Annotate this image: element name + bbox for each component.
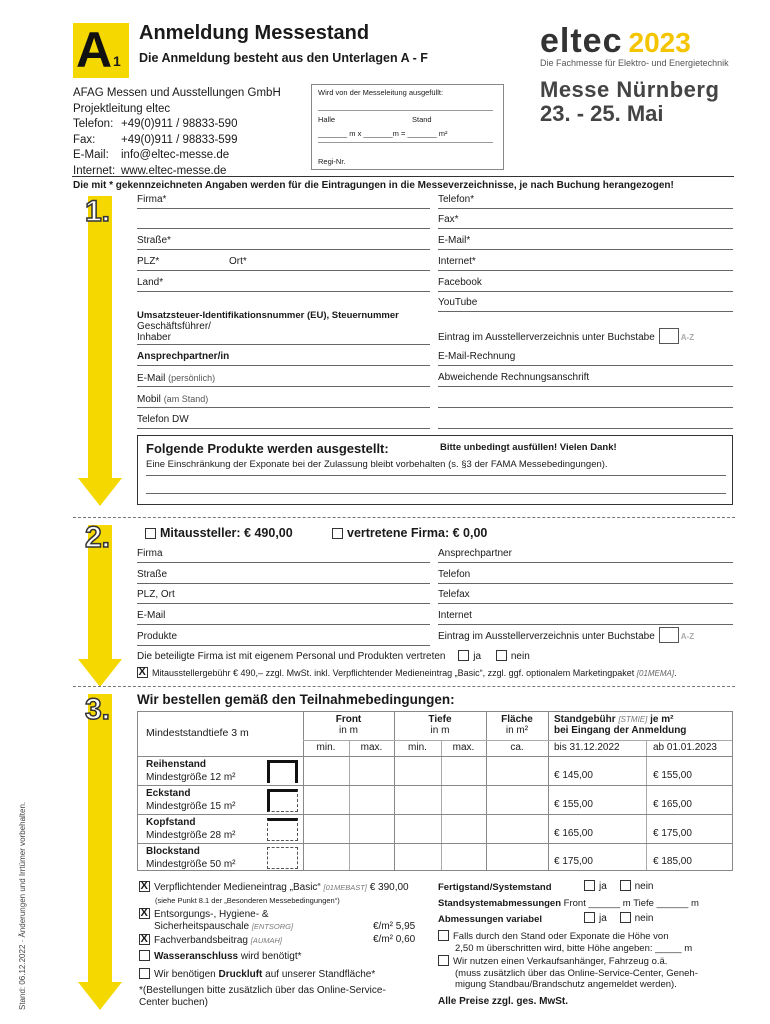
gebuehr-header-c: bei Eingang der Anmeldung	[554, 725, 687, 736]
medien-note: (siehe Punkt 8.1 der „Besonderen Messebedingungen“)	[155, 896, 340, 905]
price-late: € 165,00	[653, 799, 692, 810]
row-min: Mindestgröße 15 m²	[146, 801, 236, 812]
gebuehr-header	[554, 714, 673, 725]
gebuehr-header-a: Standgebühr	[554, 714, 616, 725]
office-stand: Stand	[412, 115, 432, 124]
mindesttiefe-label: Mindeststandtiefe 3 m	[146, 727, 249, 739]
office-halle: Halle	[318, 115, 336, 124]
land-field[interactable]: Land*	[137, 276, 430, 292]
abm-var-options	[584, 912, 653, 924]
plz-ort-field[interactable]	[137, 255, 430, 271]
logo-year: 2023	[628, 27, 691, 58]
mitaussteller-label: Mitaussteller: € 490,00	[160, 526, 293, 540]
personal-question	[137, 650, 530, 662]
gebuehr-code: [01MEMA]	[636, 669, 675, 678]
row-eckstand	[146, 787, 235, 813]
abm-var-label: Abmessungen variabel	[438, 914, 543, 925]
wasser-label-b: wird benötigt*	[240, 951, 302, 962]
druck-note-2: Center buchen)	[139, 997, 208, 1008]
druck-note	[139, 985, 386, 1009]
entsorg-row	[139, 908, 293, 933]
eltec-logo	[540, 22, 691, 60]
divider	[73, 517, 735, 518]
verkauf-label-2: (muss zusätzlich über das Online-Service-Center, Geneh-	[455, 967, 698, 979]
s2-eintrag-row	[438, 627, 733, 643]
row-reihenstand	[146, 758, 235, 784]
required-note: Die mit * gekennzeichneten Angaben werden für die Eintragungen in die Messeverzeichnisse, je nach Buchung herangezogen!	[73, 180, 674, 191]
products-line-1[interactable]	[146, 475, 726, 476]
verkauf-label-1: Wir nutzen einen Verkaufsanhänger, Fahrzeug o.ä.	[453, 956, 668, 967]
price-early: € 155,00	[554, 799, 593, 810]
products-title: Folgende Produkte werden ausgestellt:	[146, 441, 389, 456]
entsorg-price: €/m² 5,95	[373, 921, 416, 932]
az-hint: A-Z	[680, 333, 695, 342]
wasser-label-a: Wasseranschluss	[154, 951, 239, 962]
messe-location: Messe Nürnberg	[540, 77, 720, 102]
col-min: min.	[408, 742, 427, 753]
section-3-number: 3.	[85, 693, 111, 726]
price-early: € 165,00	[554, 828, 593, 839]
s2-eintrag-label: Eintrag im Ausstellerverzeichnis unter Buchstabe	[438, 631, 655, 642]
plz-label: PLZ*	[137, 256, 160, 267]
office-regi: Regi-Nr.	[318, 157, 346, 166]
office-heading: Wird von der Messeleitung ausgefüllt:	[318, 88, 444, 97]
verkauf-label-3: migung Standbau/Brandschutz angemeldet werden).	[455, 979, 677, 990]
medien-label: Verpflichtender Medieneintrag „Basic“	[154, 882, 321, 893]
contact-fax: +49(0)911 / 98833-599	[121, 133, 238, 146]
page-subtitle: Die Anmeldung besteht aus den Unterlagen A - F	[139, 51, 428, 65]
logo-tagline: Die Fachmesse für Elektro- und Energietechnik	[540, 58, 729, 68]
druckluft-label-a: Wir benötigen	[154, 969, 216, 980]
system-label: Standsystemabmessungen	[438, 898, 562, 909]
mobil-note: (am Stand)	[163, 394, 209, 404]
col-min: min.	[316, 742, 336, 753]
internet-field[interactable]: Internet*	[438, 255, 733, 271]
s2-az-input[interactable]	[659, 627, 679, 643]
email-p-note: (persönlich)	[168, 373, 216, 383]
contact-label: Internet:	[73, 164, 116, 177]
wasser-row	[139, 950, 302, 962]
rechnung-line-3[interactable]	[438, 413, 733, 429]
divider	[72, 176, 734, 177]
email-persoenlich-field[interactable]	[137, 371, 430, 387]
firma-field[interactable]: Firma*	[137, 193, 430, 209]
col-max: max.	[360, 742, 383, 753]
telefon-dw-field[interactable]: Telefon DW	[137, 413, 430, 429]
section-2-number: 2.	[85, 521, 111, 554]
flaeche-header: Fläche	[501, 714, 533, 725]
mitaussteller-checkbox[interactable]	[145, 528, 156, 539]
row-name: Blockstand	[146, 846, 200, 857]
personal-label: Die beteiligte Firma ist mit eigenem Personal und Produkten vertreten	[137, 651, 446, 662]
contact-label: E-Mail:	[73, 149, 109, 161]
gebuehr-end: .	[674, 668, 677, 678]
gebuehr-header-b: je m²	[650, 714, 674, 725]
contact-label: Fax:	[73, 133, 96, 146]
fertigstand-nein-label: nein	[634, 881, 654, 892]
reihenstand-shape-icon	[267, 760, 298, 783]
vertretene-label: vertretene Firma: € 0,00	[347, 526, 488, 540]
gebuehr-row	[137, 667, 677, 678]
ansprechpartner-field[interactable]: Ansprechpartner/in	[137, 350, 430, 366]
tiefe-header: Tiefe	[428, 714, 452, 725]
stand-note: Stand: 06.12.2022 · Änderungen und Irrtümer vorbehalten.	[18, 801, 27, 1010]
system-tiefe[interactable]: Tiefe ______ m	[633, 898, 699, 909]
youtube-field[interactable]: YouTube	[438, 296, 733, 312]
vertretene-checkbox[interactable]	[332, 528, 343, 539]
abm-nein-checkbox[interactable]	[620, 912, 631, 923]
price-early: € 145,00	[554, 770, 593, 781]
entsorg-checkbox[interactable]	[139, 908, 150, 919]
fertigstand-label: Fertigstand/Systemstand	[438, 882, 552, 893]
az-input[interactable]	[659, 328, 679, 344]
fertigstand-options	[584, 880, 653, 892]
contact-label: Telefon:	[73, 118, 114, 130]
row-blockstand	[146, 845, 235, 871]
medien-code: [01MEBAST]	[323, 883, 367, 892]
hoehe-label-1: Falls durch den Stand oder Exponate die Höhe von	[453, 931, 669, 942]
s2-strasse-field[interactable]: Straße	[137, 568, 430, 584]
products-note: Bitte unbedingt ausfüllen! Vielen Dank!	[440, 442, 617, 453]
abm-ja-checkbox[interactable]	[584, 912, 595, 923]
fertigstand-ja-label: ja	[599, 881, 607, 892]
gebuehr-label: Mitausstellergebühr € 490,– zzgl. MwSt. inkl. Verpflichtender Medieneintrag „Basic“, zzgl. ggf. optionalem Marketingpaket	[152, 668, 635, 678]
products-subtext: Eine Einschränkung der Exponate bei der Zulassung bleibt vorbehalten (s. §3 der FAMA Messebedingungen).	[146, 459, 608, 470]
entsorg-code: [ENTSORG]	[251, 922, 294, 931]
divider	[73, 686, 735, 687]
verkauf-row	[438, 955, 698, 991]
email-rechnung-field[interactable]: E-Mail-Rechnung	[438, 350, 733, 366]
fertigstand-nein-checkbox[interactable]	[620, 880, 631, 891]
price-late: € 175,00	[653, 828, 692, 839]
s2-telefax-field[interactable]: Telefax	[438, 588, 733, 604]
fachverb-price: €/m² 0,60	[373, 934, 416, 945]
col-ab: ab 01.01.2023	[653, 742, 717, 753]
ort-label: Ort*	[229, 256, 247, 267]
hoehe-label-2: 2,50 m überschritten wird, bitte Höhe angeben: _____ m	[455, 942, 693, 954]
entsorg-label-2: Sicherheitspauschale	[154, 921, 250, 932]
firma-field-2[interactable]	[137, 213, 430, 229]
price-late: € 185,00	[653, 856, 692, 867]
fachverb-checkbox[interactable]	[139, 934, 150, 945]
abm-ja-label: ja	[599, 913, 607, 924]
organizer-name: AFAG Messen und Ausstellungen GmbH	[73, 87, 281, 99]
wasser-checkbox[interactable]	[139, 950, 150, 961]
vertretene-option[interactable]	[332, 526, 487, 540]
badge-number: 1	[113, 53, 121, 69]
tiefe-unit: in m	[430, 725, 450, 736]
hoehe-row	[438, 930, 692, 954]
medien-checkbox[interactable]	[139, 881, 150, 892]
mobil-label: Mobil	[137, 394, 161, 405]
organizer-contact	[73, 86, 281, 179]
verkauf-checkbox[interactable]	[438, 955, 449, 966]
personal-ja-label: ja	[473, 651, 482, 662]
facebook-field[interactable]: Facebook	[438, 276, 733, 292]
price-table	[137, 711, 733, 871]
strasse-field[interactable]: Straße*	[137, 234, 430, 250]
front-unit: in m	[339, 725, 358, 736]
price-early: € 175,00	[554, 856, 593, 867]
telefon-field[interactable]: Telefon*	[438, 193, 733, 209]
preise-note: Alle Preise zzgl. ges. MwSt.	[438, 996, 569, 1007]
druck-note-1: *(Bestellungen bitte zusätzlich über das Online-Service-	[139, 985, 386, 996]
blockstand-shape-icon	[267, 847, 298, 869]
gebuehr-header-code: [STMIE]	[618, 715, 648, 724]
fachverb-label: Fachverbandsbeitrag	[154, 935, 248, 946]
kopfstand-shape-icon	[267, 818, 298, 841]
mitaussteller-option[interactable]	[145, 526, 293, 540]
price-late: € 155,00	[653, 770, 692, 781]
eintrag-label: Eintrag im Ausstellerverzeichnis unter Buchstabe	[438, 332, 655, 343]
fachverb-code: [AUMAH]	[250, 936, 282, 945]
rechnung-line-2[interactable]	[438, 392, 733, 408]
personal-nein-checkbox[interactable]	[496, 650, 507, 661]
row-kopfstand	[146, 816, 235, 842]
s3-title: Wir bestellen gemäß den Teilnahmebedingungen:	[137, 692, 455, 707]
col-max: max.	[452, 742, 475, 753]
s2-az-hint: A-Z	[680, 632, 695, 641]
abweichende-rechnung-field[interactable]: Abweichende Rechnungsanschrift	[438, 371, 733, 387]
gebuehr-checkbox[interactable]	[137, 667, 148, 678]
s2-ansprechpartner-field[interactable]: Ansprechpartner	[438, 547, 733, 563]
fax-field[interactable]: Fax*	[438, 213, 733, 229]
section-1-number: 1.	[85, 195, 111, 228]
badge-letter: A	[76, 22, 113, 78]
front-header: Front	[335, 714, 362, 725]
products-line-2[interactable]	[146, 493, 726, 494]
organizer-project: Projektleitung eltec	[73, 102, 171, 115]
office-use-box	[311, 84, 504, 170]
eckstand-shape-icon	[267, 789, 298, 812]
eintrag-row	[438, 328, 733, 344]
ust-label: Umsatzsteuer-Identifikationsnummer (EU), Steuernummer	[137, 310, 399, 321]
gf-label-2: Inhaber	[137, 332, 171, 343]
row-name: Eckstand	[146, 788, 191, 799]
gf-label-1: Geschäftsführer/	[137, 321, 211, 332]
system-row	[438, 898, 699, 909]
system-front[interactable]: Front ______ m	[563, 898, 631, 909]
products-box	[137, 435, 733, 505]
row-min: Mindestgröße 12 m²	[146, 772, 236, 783]
row-name: Reihenstand	[146, 759, 207, 770]
col-bis: bis 31.12.2022	[554, 742, 620, 753]
page-title: Anmeldung Messestand	[139, 22, 370, 44]
messe-date: 23. - 25. Mai	[540, 101, 664, 126]
personal-nein-label: nein	[510, 651, 530, 662]
abm-nein-label: nein	[634, 913, 654, 924]
logo-text: eltec	[540, 22, 623, 60]
email-field[interactable]: E-Mail*	[438, 234, 733, 250]
fachverb-row	[139, 934, 282, 946]
druckluft-row	[139, 968, 375, 980]
s2-internet-field[interactable]: Internet	[438, 609, 733, 625]
contact-phone: +49(0)911 / 98833-590	[121, 118, 238, 130]
email-p-label: E-Mail	[137, 373, 166, 384]
s2-telefon-field[interactable]: Telefon	[438, 568, 733, 584]
druckluft-label-c: auf unserer Standfläche*	[265, 969, 376, 980]
entsorg-label-1: Entsorgungs-, Hygiene- &	[154, 909, 269, 920]
contact-email[interactable]: info@eltec-messe.de	[121, 149, 230, 161]
personal-ja-checkbox[interactable]	[458, 650, 469, 661]
contact-website[interactable]: www.eltec-messe.de	[121, 164, 227, 177]
mobil-field[interactable]	[137, 392, 430, 408]
row-min: Mindestgröße 50 m²	[146, 859, 236, 870]
flaeche-unit: in m²	[505, 725, 529, 736]
row-min: Mindestgröße 28 m²	[146, 830, 236, 841]
s2-produkte-field[interactable]: Produkte	[137, 630, 430, 646]
fertigstand-ja-checkbox[interactable]	[584, 880, 595, 891]
druckluft-checkbox[interactable]	[139, 968, 150, 979]
s2-plz-ort-field[interactable]: PLZ, Ort	[137, 588, 430, 604]
row-name: Kopfstand	[146, 817, 196, 828]
s2-email-field[interactable]: E-Mail	[137, 609, 430, 625]
medien-price: € 390,00	[369, 882, 409, 893]
druckluft-label-b: Druckluft	[218, 969, 263, 980]
office-dims: _______ m x _______m = _______ m²	[318, 129, 448, 138]
medien-row	[139, 881, 409, 893]
s2-firma-field[interactable]: Firma	[137, 547, 430, 563]
col-ca: ca.	[510, 742, 524, 753]
hoehe-checkbox[interactable]	[438, 930, 449, 941]
geschaeftsfuehrer-field[interactable]	[137, 321, 430, 345]
